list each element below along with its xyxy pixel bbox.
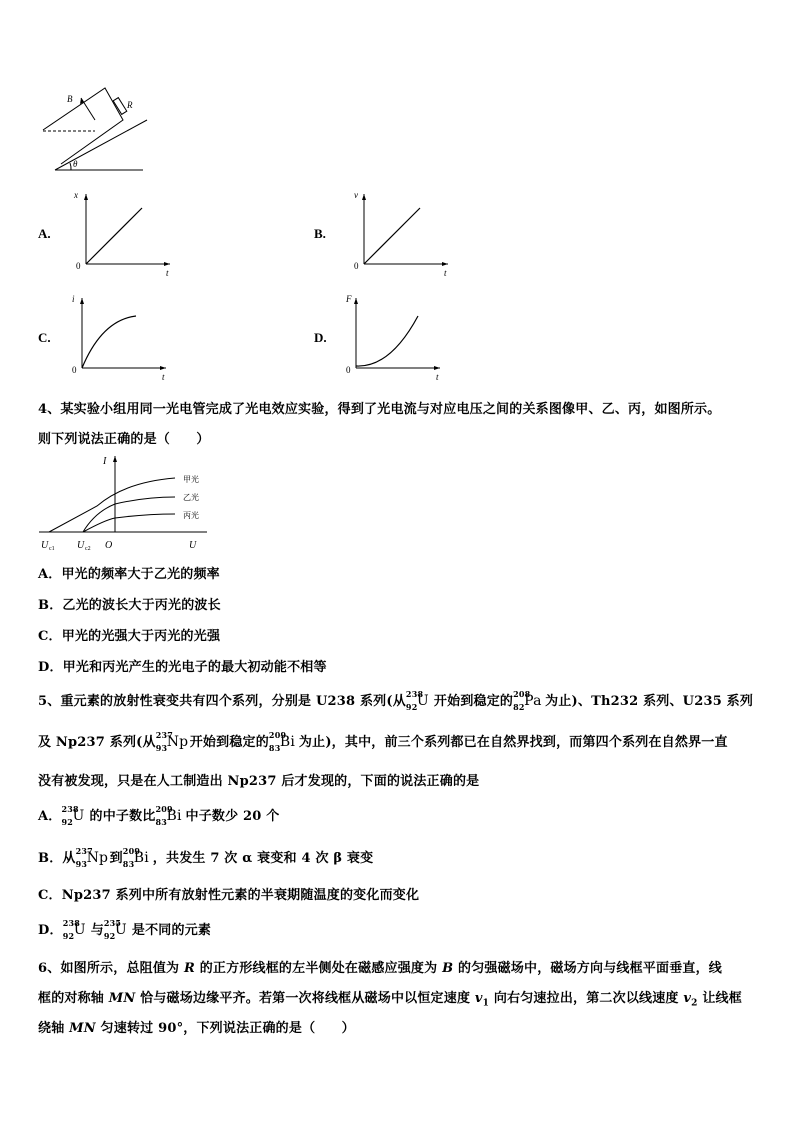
q5-stem-line2 <box>38 731 728 752</box>
text: 5、重元素的放射性衰变共有四个系列，分别是 U238 系列(从 <box>38 694 406 709</box>
mass-number: 208 <box>513 688 531 699</box>
text: ，共发生 7 次 α 衰变和 4 次 β 衰变 <box>152 851 374 866</box>
atomic-number: 83 <box>122 858 135 869</box>
q3-option-D-graph <box>340 290 450 380</box>
atomic-number: 83 <box>268 742 281 753</box>
text: D． <box>38 923 63 938</box>
q3-option-A-label[interactable]: A. <box>38 226 51 241</box>
curve-label-bing: 丙光 <box>183 511 199 520</box>
nuclide-U238 <box>62 917 91 941</box>
atomic-number: 92 <box>61 816 74 827</box>
axis-label: t <box>166 268 169 276</box>
nuclide-Bi209 <box>122 845 153 869</box>
label-R: R <box>127 100 133 110</box>
text: 为止)，其中，前三个系列都已在自然界找到，而第四个系列在自然界一直 <box>298 735 728 750</box>
nuclide-U235 <box>103 917 132 941</box>
element-symbol: Np <box>166 733 189 750</box>
atomic-number: 93 <box>75 858 88 869</box>
text: 让线框 <box>697 991 742 1006</box>
label-uc1-sub: c1 <box>49 546 55 552</box>
q5-stem-line3: 没有被发现，只是在人工制造出 Np237 后才发现的，下面的说法正确的是 <box>38 774 480 789</box>
origin-label: 0 <box>346 365 351 375</box>
q4-stem-line1: 4、某实验小组用同一光电管完成了光电效应实验，得到了光电流与对应电压之间的关系图像甲、乙、丙，如图所示。 <box>38 402 721 417</box>
q3-option-B-label[interactable]: B. <box>314 226 326 241</box>
element-symbol: U <box>72 807 85 824</box>
mass-number: 237 <box>155 729 174 740</box>
q3-option-C-label[interactable]: C. <box>38 330 51 345</box>
q6-stem-line2 <box>38 987 742 1009</box>
origin-label: 0 <box>76 261 81 271</box>
text: 绕轴 <box>38 1021 70 1036</box>
nuclide-U238 <box>61 803 90 827</box>
text: 向右匀速拉出，第二次以线速度 <box>489 991 684 1006</box>
atomic-number: 93 <box>155 742 168 753</box>
origin-label-O: O <box>105 540 113 551</box>
text: A． <box>38 809 62 824</box>
element-symbol: Np <box>86 849 109 866</box>
mass-number: 237 <box>75 845 93 856</box>
element-symbol: U <box>416 692 429 709</box>
curve-label-jia: 甲光 <box>183 475 199 484</box>
atomic-number: 92 <box>405 701 418 712</box>
q4-option-A[interactable]: A．甲光的频率大于乙光的频率 <box>38 567 220 582</box>
symbol-v1: v <box>474 991 483 1006</box>
mass-number: 238 <box>405 688 424 699</box>
symbol-B: B <box>442 961 454 976</box>
text: 及 Np237 系列(从 <box>38 735 156 750</box>
nuclide-U238 <box>405 688 434 712</box>
text: 恰与磁场边缘平齐。若第一次将线框从磁场中以恒定速度 <box>135 991 475 1006</box>
axis-label: t <box>436 372 439 380</box>
symbol-R: R <box>183 961 195 976</box>
symbol-v2: v <box>683 991 692 1006</box>
q5-option-D[interactable] <box>38 919 211 940</box>
nuclide-Pa208 <box>513 688 545 712</box>
nuclide-Bi209 <box>155 803 186 827</box>
label-theta: θ <box>73 159 78 169</box>
text: 6、如图所示，总阻值为 <box>38 961 184 976</box>
incline-figure <box>35 80 155 175</box>
text: 到 <box>109 851 123 866</box>
text: 开始到稳定的 <box>189 735 269 750</box>
curve-label-yi: 乙光 <box>183 493 199 502</box>
q4-graph <box>35 452 225 552</box>
q3-option-A-graph <box>70 186 180 276</box>
text: 为止)、Th232 系列、U235 系列 <box>545 694 754 709</box>
axis-label: v <box>354 190 358 200</box>
origin-label: 0 <box>354 261 359 271</box>
element-symbol: Bi <box>279 733 296 750</box>
mass-number: 238 <box>61 803 79 814</box>
axis-label: i <box>72 294 75 304</box>
label-B: B <box>67 94 73 104</box>
symbol-MN: MN <box>69 1021 96 1036</box>
element-symbol: Bi <box>133 849 149 866</box>
q5-stem-line1 <box>38 690 753 711</box>
text: 匀速转过 90°，下列说法正确的是（ ） <box>95 1021 355 1036</box>
symbol-MN: MN <box>108 991 136 1006</box>
q6-stem-line1 <box>38 957 722 976</box>
text: 的中子数比 <box>89 809 156 824</box>
nuclide-Np237 <box>75 845 110 869</box>
axis-label-U: U <box>189 540 197 551</box>
q3-option-B-graph <box>348 186 458 276</box>
axis-label: t <box>444 268 447 276</box>
q3-option-C-graph <box>66 290 176 380</box>
mass-number: 235 <box>103 917 122 928</box>
mass-number: 209 <box>155 803 173 814</box>
text: 与 <box>90 923 104 938</box>
text: 开始到稳定的 <box>433 694 514 709</box>
text: 的正方形线框的左半侧处在磁感应强度为 <box>195 961 443 976</box>
mass-number: 209 <box>268 729 287 740</box>
element-symbol: Pa <box>524 692 542 709</box>
text: B．从 <box>38 851 76 866</box>
atomic-number: 83 <box>155 816 168 827</box>
subscript: 2 <box>691 998 698 1009</box>
label-uc1: U <box>41 540 49 551</box>
nuclide-Np237 <box>155 729 190 753</box>
element-symbol: U <box>114 921 127 938</box>
mass-number: 238 <box>62 917 80 928</box>
axis-label: x <box>74 190 78 200</box>
q5-option-C[interactable]: C．Np237 系列中所有放射性元素的半衰期随温度的变化而变化 <box>38 888 420 903</box>
atomic-number: 82 <box>513 701 525 712</box>
label-uc2: U <box>77 540 85 551</box>
text: 的匀强磁场中，磁场方向与线框平面垂直，线 <box>453 961 722 976</box>
element-symbol: U <box>73 921 86 938</box>
q3-option-D-label[interactable]: D. <box>314 330 327 345</box>
q4-option-D[interactable]: D．甲光和丙光产生的光电子的最大初动能不相等 <box>38 660 327 675</box>
text: 框的对称轴 <box>38 991 109 1006</box>
origin-label: 0 <box>72 365 77 375</box>
q4-option-B[interactable]: B．乙光的波长大于丙光的波长 <box>38 598 221 613</box>
mass-number: 209 <box>122 845 141 856</box>
subscript: 1 <box>482 998 490 1009</box>
q4-option-C[interactable]: C．甲光的光强大于丙光的光强 <box>38 629 221 644</box>
text: 是不同的元素 <box>131 923 212 938</box>
q6-stem-line3 <box>38 1017 355 1036</box>
q4-stem-line2: 则下列说法正确的是（ ） <box>38 432 210 447</box>
label-uc2-sub: c2 <box>85 546 91 552</box>
q5-option-A[interactable] <box>38 805 279 826</box>
element-symbol: Bi <box>166 807 182 824</box>
text: 中子数少 20 个 <box>185 809 280 824</box>
atomic-number: 92 <box>62 930 75 941</box>
axis-label: t <box>162 372 165 380</box>
axis-label: F <box>346 294 352 304</box>
axis-label-I: I <box>103 456 107 467</box>
q5-option-B[interactable] <box>38 847 373 868</box>
atomic-number: 92 <box>103 930 116 941</box>
nuclide-Bi209 <box>268 729 299 753</box>
